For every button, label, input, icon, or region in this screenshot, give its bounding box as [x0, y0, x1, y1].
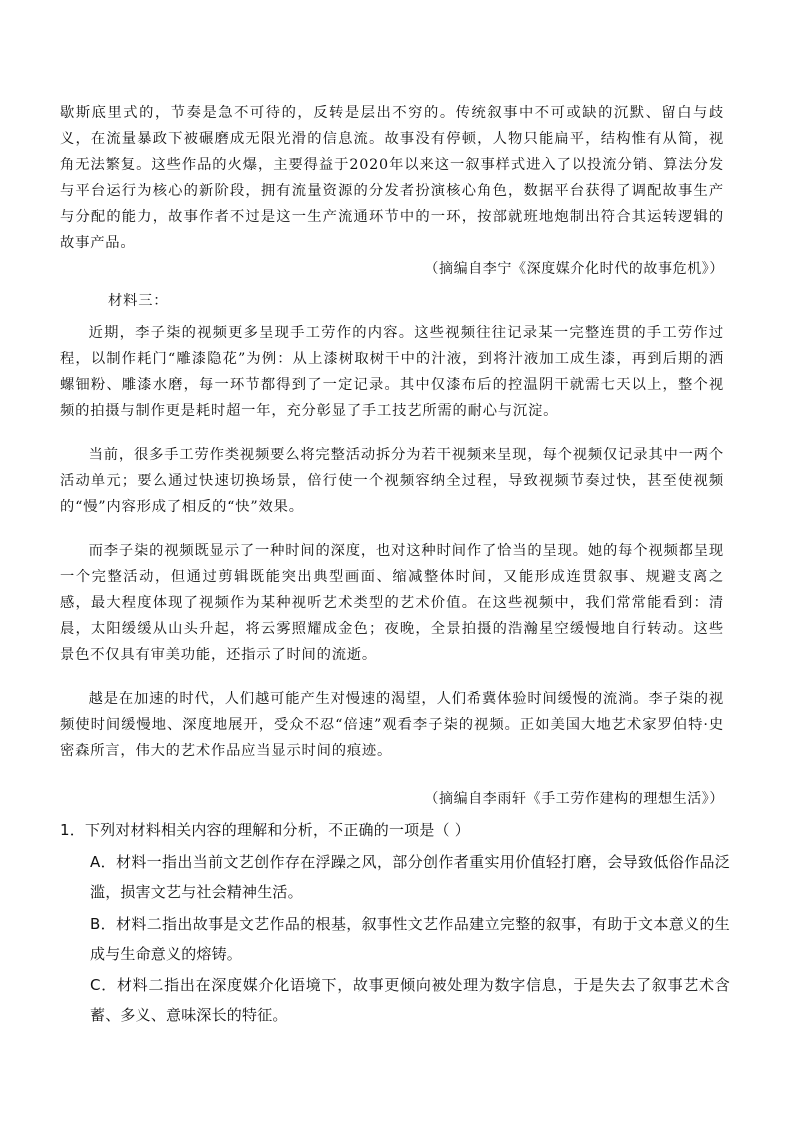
question-1-option-a: A．材料一指出当前文艺创作存在浮躁之风，部分创作者重实用价值轻打磨，会导致低俗作品泛滥，损害文艺与社会精神生活。: [90, 853, 730, 901]
material-3-paragraph-4: 越是在加速的时代，人们越可能产生对慢速的渴望，人们希冀体验时间缓慢的流淌。李子柒的视频使时间缓慢地、深度地展开，受众不忍“倍速”观看李子柒的视频。正如美国大地艺术家罗伯特·史密森所言，伟大的艺术作品应当显示时间的痕迹。: [60, 691, 724, 759]
material-3-paragraph-2: 当前，很多手工劳作类视频要么将完整活动拆分为若干视频来呈现，每个视频仅记录其中一两个活动单元；要么通过快速切换场景，倍行使一个视频容纳全过程，导致视频节奏过快，甚至使视频的“慢”内容形成了相反的“快”效果。: [60, 447, 724, 515]
material-3-paragraph-3: 而李子柒的视频既显示了一种时间的深度，也对这种时间作了恰当的呈现。她的每个视频都呈现一个完整活动，但通过剪辑既能突出典型画面、缩减整体时间，又能形成连贯叙事、规避支离之感，最大程度体现了视频作为某种视听艺术类型的艺术价值。在这些视频中，我们常常能看到：清晨，太阳缓缓从山头升起，将云雾照耀成金色；夜晚，全景拍摄的浩瀚星空缓慢地自行转动。这些景色不仅具有审美功能，还指示了时间的流逝。: [60, 543, 724, 663]
question-1-stem: 1．下列对材料相关内容的理解和分析，不正确的一项是（ ）: [60, 821, 470, 839]
passage-paragraph-continued: 歇斯底里式的，节奏是急不可待的，反转是层出不穷的。传统叙事中不可或缺的沉默、留白与歧义，在流量暴政下被碾磨成无限光滑的信息流。故事没有停顿，人物只能扁平，结构惟有从简，视角无法繁复。这些作品的火爆，主要得益于2020年以来这一叙事样式进入了以投流分销、算法分发与平台运行为核心的新阶段，拥有流量资源的分发者扮演核心角色，数据平台获得了调配故事生产与分配的能力，故事作者不过是这一生产流通环节中的一环，按部就班地炮制出符合其运转逻辑的故事产品。: [60, 105, 724, 251]
material-3-label: 材料三：: [108, 293, 169, 309]
question-1-option-b: B．材料二指出故事是文艺作品的根基，叙事性文艺作品建立完整的叙事，有助于文本意义的生成与生命意义的熔铸。: [90, 915, 730, 963]
source-citation-material-2: （摘编自李宁《深度媒介化时代的故事危机》）: [424, 261, 724, 277]
material-3-paragraph-1: 近期，李子柒的视频更多呈现手工劳作的内容。这些视频往往记录某一完整连贯的手工劳作过程，以制作耗门“雕漆隐花”为例：从上漆树取树干中的汁液，到将汁液加工成生漆，再到后期的洒螺钿粉、雕漆水磨，每一环节都得到了一定记录。其中仅漆布后的控温阴干就需七天以上，整个视频的拍摄与制作更是耗时超一年，充分彰显了手工技艺所需的耐心与沉淀。: [60, 325, 724, 419]
source-citation-material-3: （摘编自李雨轩《手工劳作建构的理想生活》）: [424, 791, 724, 807]
question-1-option-c: C．材料二指出在深度媒介化语境下，故事更倾向被处理为数字信息，于是失去了叙事艺术含蓄、多义、意味深长的特征。: [90, 976, 730, 1024]
